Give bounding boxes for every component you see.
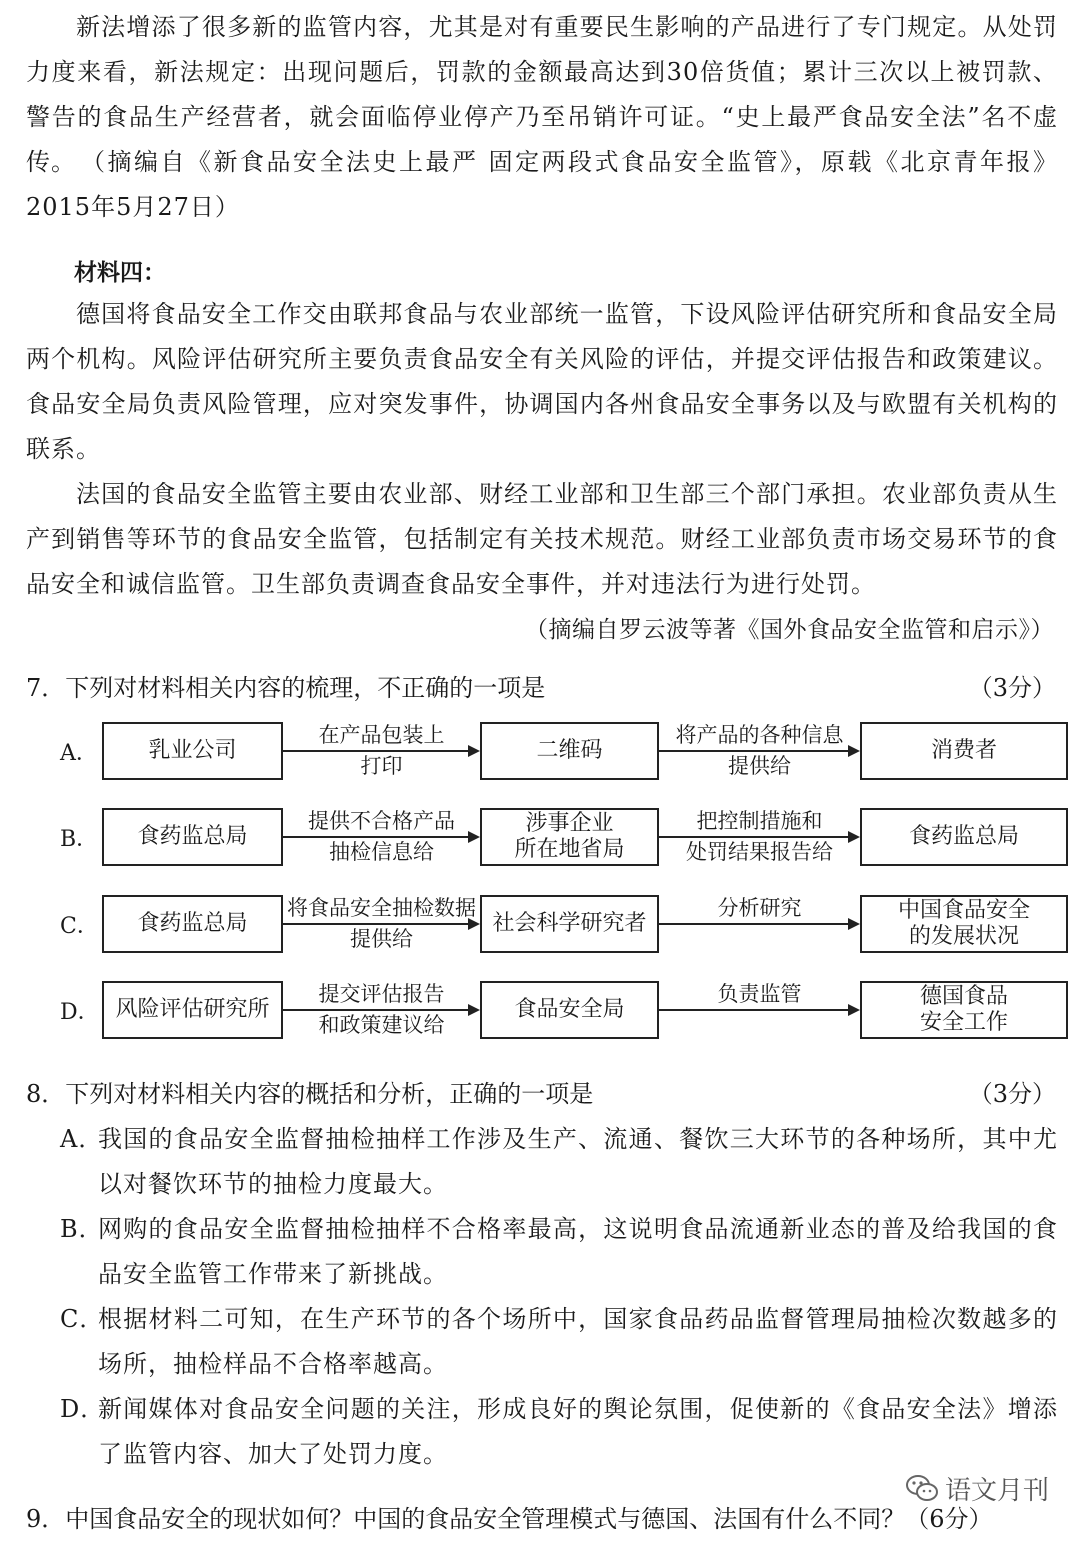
flow-arrow-label-top: 将产品的各种信息	[675, 723, 844, 747]
flow-arrow-2	[659, 981, 860, 1039]
flow-arrow-label-top: 把控制措施和	[696, 809, 823, 833]
flow-row-d[interactable]	[60, 981, 1070, 1043]
flow-row-b[interactable]	[60, 808, 1070, 870]
option-letter: D．	[60, 1395, 106, 1423]
flow-row-letter: C．	[60, 914, 99, 939]
option-text: 新闻媒体对食品安全问题的关注，形成良好的舆论氛围，促使新的《食品安全法》增添了监管内容、加大了处罚力度。	[98, 1395, 1058, 1468]
flow-arrow-label-bottom: 抽检信息给	[329, 840, 434, 864]
material4-heading: 材料四：	[74, 259, 166, 286]
flow-arrow-2	[659, 808, 860, 866]
option-letter: C．	[60, 1305, 105, 1333]
material4-paragraph-germany: 德国将食品安全工作交由联邦食品与农业部统一监管，下设风险评估研究所和食品安全局两个机构。风险评估研究所主要负责食品安全有关风险的评估，并提交评估报告和政策建议。食品安全局负责风险管理，应对突发事件，协调国内各州食品安全事务以及与欧盟有关机构的联系。	[26, 300, 1058, 463]
flow-arrow-1	[283, 808, 480, 866]
wechat-watermark	[905, 1468, 1049, 1508]
question-8-option-a[interactable]	[60, 1117, 1058, 1207]
flow-row-a[interactable]	[60, 722, 1070, 784]
flow-box-middle: 二维码	[480, 722, 659, 780]
flow-arrow-label-top: 在产品包装上	[318, 723, 445, 747]
flow-arrow-label-bottom: 提供给	[728, 754, 791, 778]
flow-box-middle: 食品安全局	[480, 981, 659, 1039]
flow-arrow-label-top: 提供不合格产品	[308, 809, 455, 833]
question-8-score: （3分）	[968, 1080, 1056, 1108]
flow-box-source: 食药监总局	[102, 808, 283, 866]
question-8-stem	[26, 1072, 1056, 1117]
flow-arrow-label-top: 负责监管	[717, 982, 802, 1006]
flow-box-source: 食药监总局	[102, 895, 283, 953]
question-8-text: 8．下列对材料相关内容的概括和分析，正确的一项是	[26, 1080, 594, 1108]
flow-box-target: 消费者	[860, 722, 1068, 780]
flow-arrow-label-bottom: 提供给	[350, 927, 413, 951]
flow-arrow-label-bottom: 打印	[360, 754, 403, 778]
flow-box-middle: 涉事企业 所在地省局	[480, 808, 659, 866]
option-text: 根据材料二可知，在生产环节的各个场所中，国家食品药品监督管理局抽检次数越多的场所，抽检样品不合格率越高。	[98, 1305, 1058, 1378]
option-text: 网购的食品安全监督抽检抽样不合格率最高，这说明食品流通新业态的普及给我国的食品安全监管工作带来了新挑战。	[98, 1215, 1058, 1288]
flow-arrow-label-top: 提交评估报告	[318, 982, 445, 1006]
flow-box-source: 风险评估研究所	[102, 981, 283, 1039]
flow-arrow-label-top: 分析研究	[717, 896, 802, 920]
material4-source: （摘编自罗云波等著《国外食品安全监管和启示》）	[525, 617, 1054, 643]
material3-source: （摘编自《新食品安全法史上最严 固定两段式食品安全监管》，原载《北京青年报》2015年5月27日）	[26, 148, 1058, 221]
flow-row-letter: A．	[60, 741, 98, 766]
flow-arrow-2	[659, 895, 860, 953]
flow-arrow-label-bottom: 处罚结果报告给	[686, 840, 833, 864]
option-text: 我国的食品安全监督抽检抽样工作涉及生产、流通、餐饮三大环节的各种场所，其中尤以对餐饮环节的抽检力度最大。	[98, 1125, 1058, 1198]
watermark-text: 语文月刊	[945, 1475, 1050, 1506]
flow-arrow-1	[283, 895, 480, 953]
question-7-text: 7．下列对材料相关内容的梳理，不正确的一项是	[26, 674, 546, 702]
question-7-stem	[26, 666, 1056, 711]
flow-arrow-1	[283, 722, 480, 780]
flow-box-target: 食药监总局	[860, 808, 1068, 866]
flow-box-source: 乳业公司	[102, 722, 283, 780]
flow-row-c[interactable]	[60, 895, 1070, 957]
flow-box-target: 德国食品 安全工作	[860, 981, 1068, 1039]
option-letter: B．	[60, 1215, 104, 1243]
wechat-icon	[905, 1473, 939, 1503]
question-8-option-c[interactable]	[60, 1297, 1058, 1387]
flow-arrow-2	[659, 722, 860, 780]
flow-box-middle: 社会科学研究者	[480, 895, 659, 953]
flow-row-letter: B．	[60, 827, 99, 852]
material4-paragraph-france: 法国的食品安全监管主要由农业部、财经工业部和卫生部三个部门承担。农业部负责从生产到销售等环节的食品安全监管，包括制定有关技术规范。财经工业部负责市场交易环节的食品安全和诚信监管。卫生部负责调查食品安全事件，并对违法行为进行处罚。	[26, 480, 1058, 598]
flow-box-target: 中国食品安全 的发展状况	[860, 895, 1068, 953]
option-letter: A．	[60, 1125, 104, 1153]
flow-arrow-1	[283, 981, 480, 1039]
flow-arrow-label-top: 将食品安全抽检数据	[287, 896, 476, 920]
question-9-stem: 9．中国食品安全的现状如何？中国的食品安全管理模式与德国、法国有什么不同？（6分）	[26, 1505, 993, 1533]
question-8-option-d[interactable]	[60, 1387, 1058, 1477]
question-7-score: （3分）	[968, 674, 1056, 702]
material3-paragraph: 新法增添了很多新的监管内容，尤其是对有重要民生影响的产品进行了专门规定。从处罚力度来看，新法规定：出现问题后，罚款的金额最高达到30倍货值；累计三次以上被罚款、警告的食品生产经营者，就会面临停业停产乃至吊销许可证。“史上最严食品安全法”名不虚传。	[26, 13, 1058, 176]
question-8-option-b[interactable]	[60, 1207, 1058, 1297]
flow-row-letter: D．	[60, 1000, 100, 1025]
flow-arrow-label-bottom: 和政策建议给	[318, 1013, 445, 1037]
